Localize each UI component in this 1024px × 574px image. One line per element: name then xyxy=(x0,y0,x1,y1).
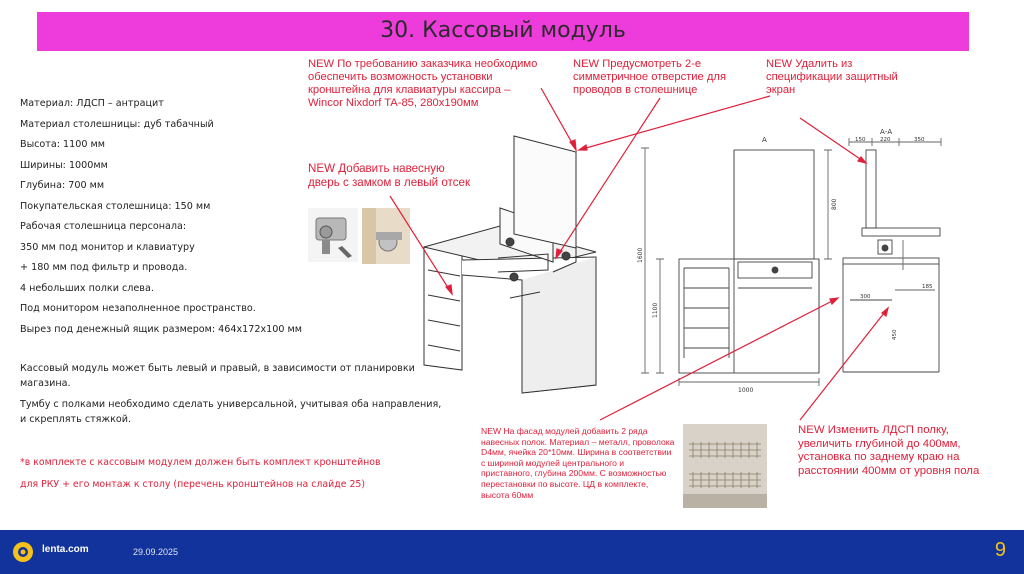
lenta-logo-icon xyxy=(12,541,34,563)
spec-line: Рабочая столешница персонала: xyxy=(20,221,187,232)
dim-350: 350 xyxy=(914,137,925,143)
footer-date: 29.09.2025 xyxy=(133,547,179,557)
spec-line: Под монитором незаполненное пространство. xyxy=(20,303,256,314)
spec-line: Покупательская столешница: 150 мм xyxy=(20,200,211,212)
footer xyxy=(0,530,1024,574)
note-remove-screen: NEW Удалить из спецификации защитный экран xyxy=(766,58,898,96)
note-keyboard-bracket: NEW По требованию заказчика необходимо обеспечить возможность установки кронштейна для клавиатуры кассира – Wincor Nixdorf TA-85, 280х190мм xyxy=(308,58,538,109)
spec-line: Ширины: 1000мм xyxy=(20,159,108,171)
dim-300: 300 xyxy=(860,294,871,300)
note-shelf-change: NEW Изменить ЛДСП полку, увеличить глубиной до 400мм, установка по заднему краю на расстоянии 400мм от уровня пола xyxy=(798,424,980,477)
note-wire-shelves: NEW На фасад модулей добавить 2 ряда навесных полок. Материал – металл, проволока D4мм, ячейка 20*10мм. Ширина в соответствии с шириной модулей центрального и приставного, глубина 200мм. С возможностью перестановки по высоте. ЦД в комплекте, высота 60мм xyxy=(481,426,675,500)
spec-line: 350 мм под монитор и клавиатуру xyxy=(20,241,195,253)
isometric-cabinet xyxy=(424,136,596,393)
footnote-line-2: для РКУ + его монтаж к столу (перечень кронштейнов на слайде 25) xyxy=(20,479,366,490)
dim-height-1100: 1100 xyxy=(652,302,659,318)
spec-line: + 180 мм под фильтр и провода. xyxy=(20,262,188,273)
slide-title: 30. Кассовый модуль xyxy=(380,18,626,43)
cut-label: А xyxy=(762,136,767,144)
spec-line: Высота: 1100 мм xyxy=(20,139,105,150)
spec-line: Глубина: 700 мм xyxy=(20,180,105,191)
paragraph-orientation: Кассовый модуль может быть левый и правый, в зависимости от планировки магазина. xyxy=(20,363,415,389)
dim-height-1600: 1600 xyxy=(637,247,644,263)
dim-150: 150 xyxy=(855,137,866,143)
section-label: А-А xyxy=(880,128,893,136)
paragraph-cabinet: Тумбу с полками необходимо сделать универсальной, учитывая оба направления, и скреплять стяжкой. xyxy=(20,399,442,425)
spec-line: Материал: ЛДСП – антрацит xyxy=(20,98,164,109)
brand-link[interactable]: lenta.com xyxy=(42,544,89,555)
dim-width: 1000 xyxy=(738,387,754,394)
footnote-line-1: *в комплекте с кассовым модулем должен быть комплект кронштейнов xyxy=(20,457,381,468)
dim-185: 185 xyxy=(922,284,933,290)
dim-height-800: 800 xyxy=(831,198,838,210)
spec-line: 4 небольших полки слева. xyxy=(20,282,154,294)
dim-220: 220 xyxy=(880,137,891,143)
spec-line: Материал столешницы: дуб табачный xyxy=(20,118,214,130)
note-cable-hole: NEW Предусмотреть 2-е симметричное отверстие для проводов в столешнице xyxy=(573,58,727,96)
page-number: 9 xyxy=(994,539,1006,561)
spec-line: Вырез под денежный ящик размером: 464х172х100 мм xyxy=(20,323,302,335)
dim-450: 450 xyxy=(892,329,898,340)
note-door-lock: NEW Добавить навесную дверь с замком в левый отсек xyxy=(308,162,471,189)
